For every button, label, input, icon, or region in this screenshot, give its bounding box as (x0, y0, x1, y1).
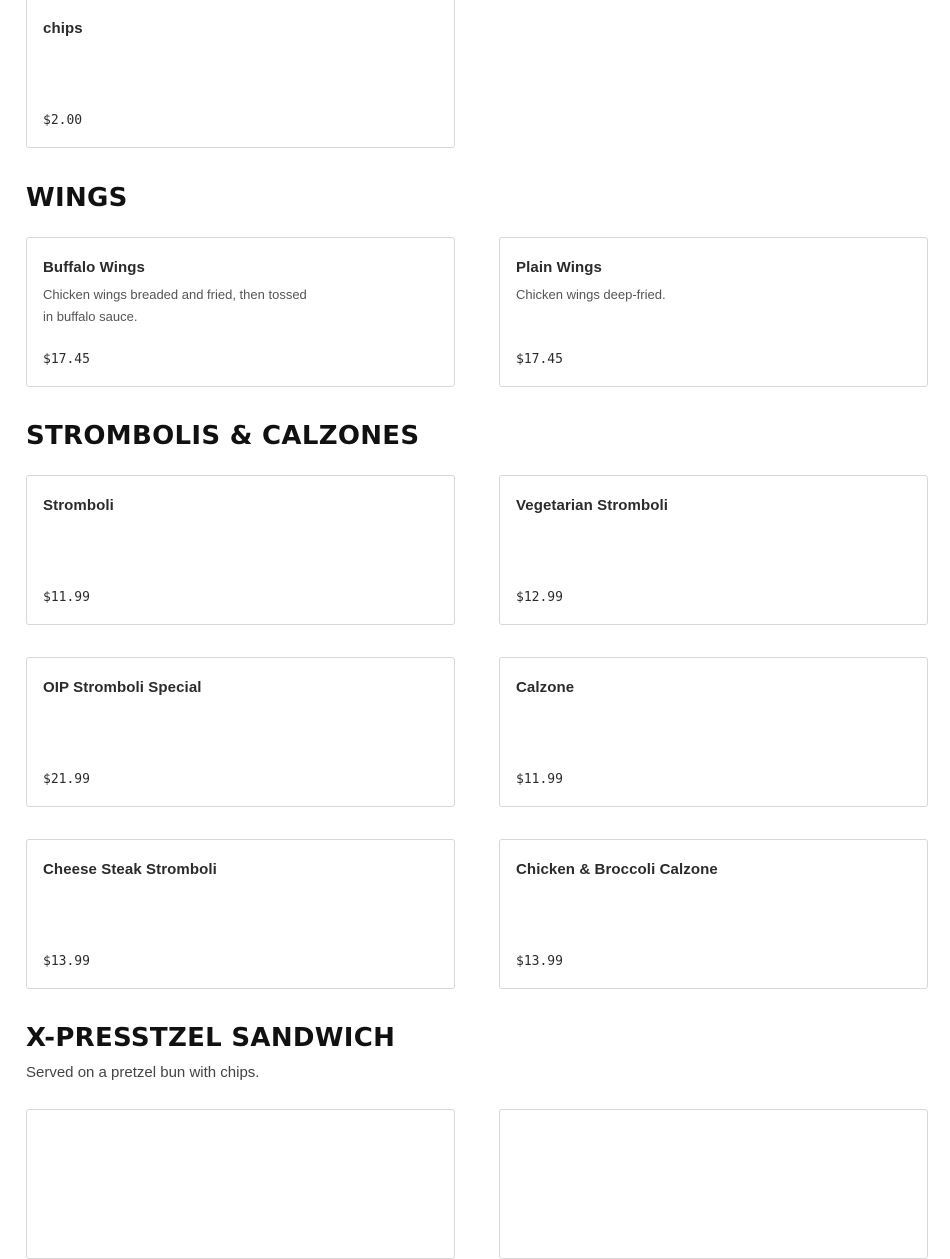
item-price: $2.00 (43, 113, 83, 128)
item-price: $21.99 (43, 772, 90, 787)
menu-item-card[interactable] (499, 657, 928, 807)
section-title-presstzel: X-PRESSTZEL SANDWICH (26, 1023, 396, 1053)
item-price: $11.99 (516, 772, 563, 787)
item-price: $12.99 (516, 590, 563, 605)
menu-item-card[interactable] (26, 475, 455, 625)
section-description: Served on a pretzel bun with chips. (26, 1064, 260, 1081)
section-title-wings: WINGS (26, 183, 128, 213)
item-name: OIP Stromboli Special (43, 679, 202, 696)
menu-item-card[interactable] (499, 1109, 928, 1259)
item-name: Cheese Steak Stromboli (43, 861, 217, 878)
item-name: Stromboli (43, 497, 114, 514)
item-name: Chicken & Broccoli Calzone (516, 861, 718, 878)
item-description: Chicken wings deep-fried. (516, 287, 666, 302)
item-description: Chicken wings breaded and fried, then tossed in buffalo sauce. (43, 287, 307, 324)
menu-item-card[interactable] (26, 1109, 455, 1259)
menu-item-card[interactable] (499, 839, 928, 989)
item-name: Plain Wings (516, 259, 602, 276)
menu-item-card[interactable] (26, 657, 455, 807)
item-name: Vegetarian Stromboli (516, 497, 669, 514)
item-name: Buffalo Wings (43, 259, 145, 276)
section-title-strombolis: STROMBOLIS & CALZONES (26, 421, 420, 451)
item-price: $13.99 (43, 954, 90, 969)
item-price: $17.45 (43, 352, 90, 367)
item-price: $11.99 (43, 590, 90, 605)
menu-item-card[interactable] (499, 475, 928, 625)
item-price: $13.99 (516, 954, 563, 969)
menu-item-card[interactable] (26, 839, 455, 989)
item-price: $17.45 (516, 352, 563, 367)
menu-item-card[interactable] (499, 237, 928, 387)
item-name: Calzone (516, 679, 575, 696)
item-name: chips (43, 20, 83, 37)
menu-item-card[interactable] (26, 0, 455, 148)
menu-item-card[interactable] (26, 237, 455, 387)
